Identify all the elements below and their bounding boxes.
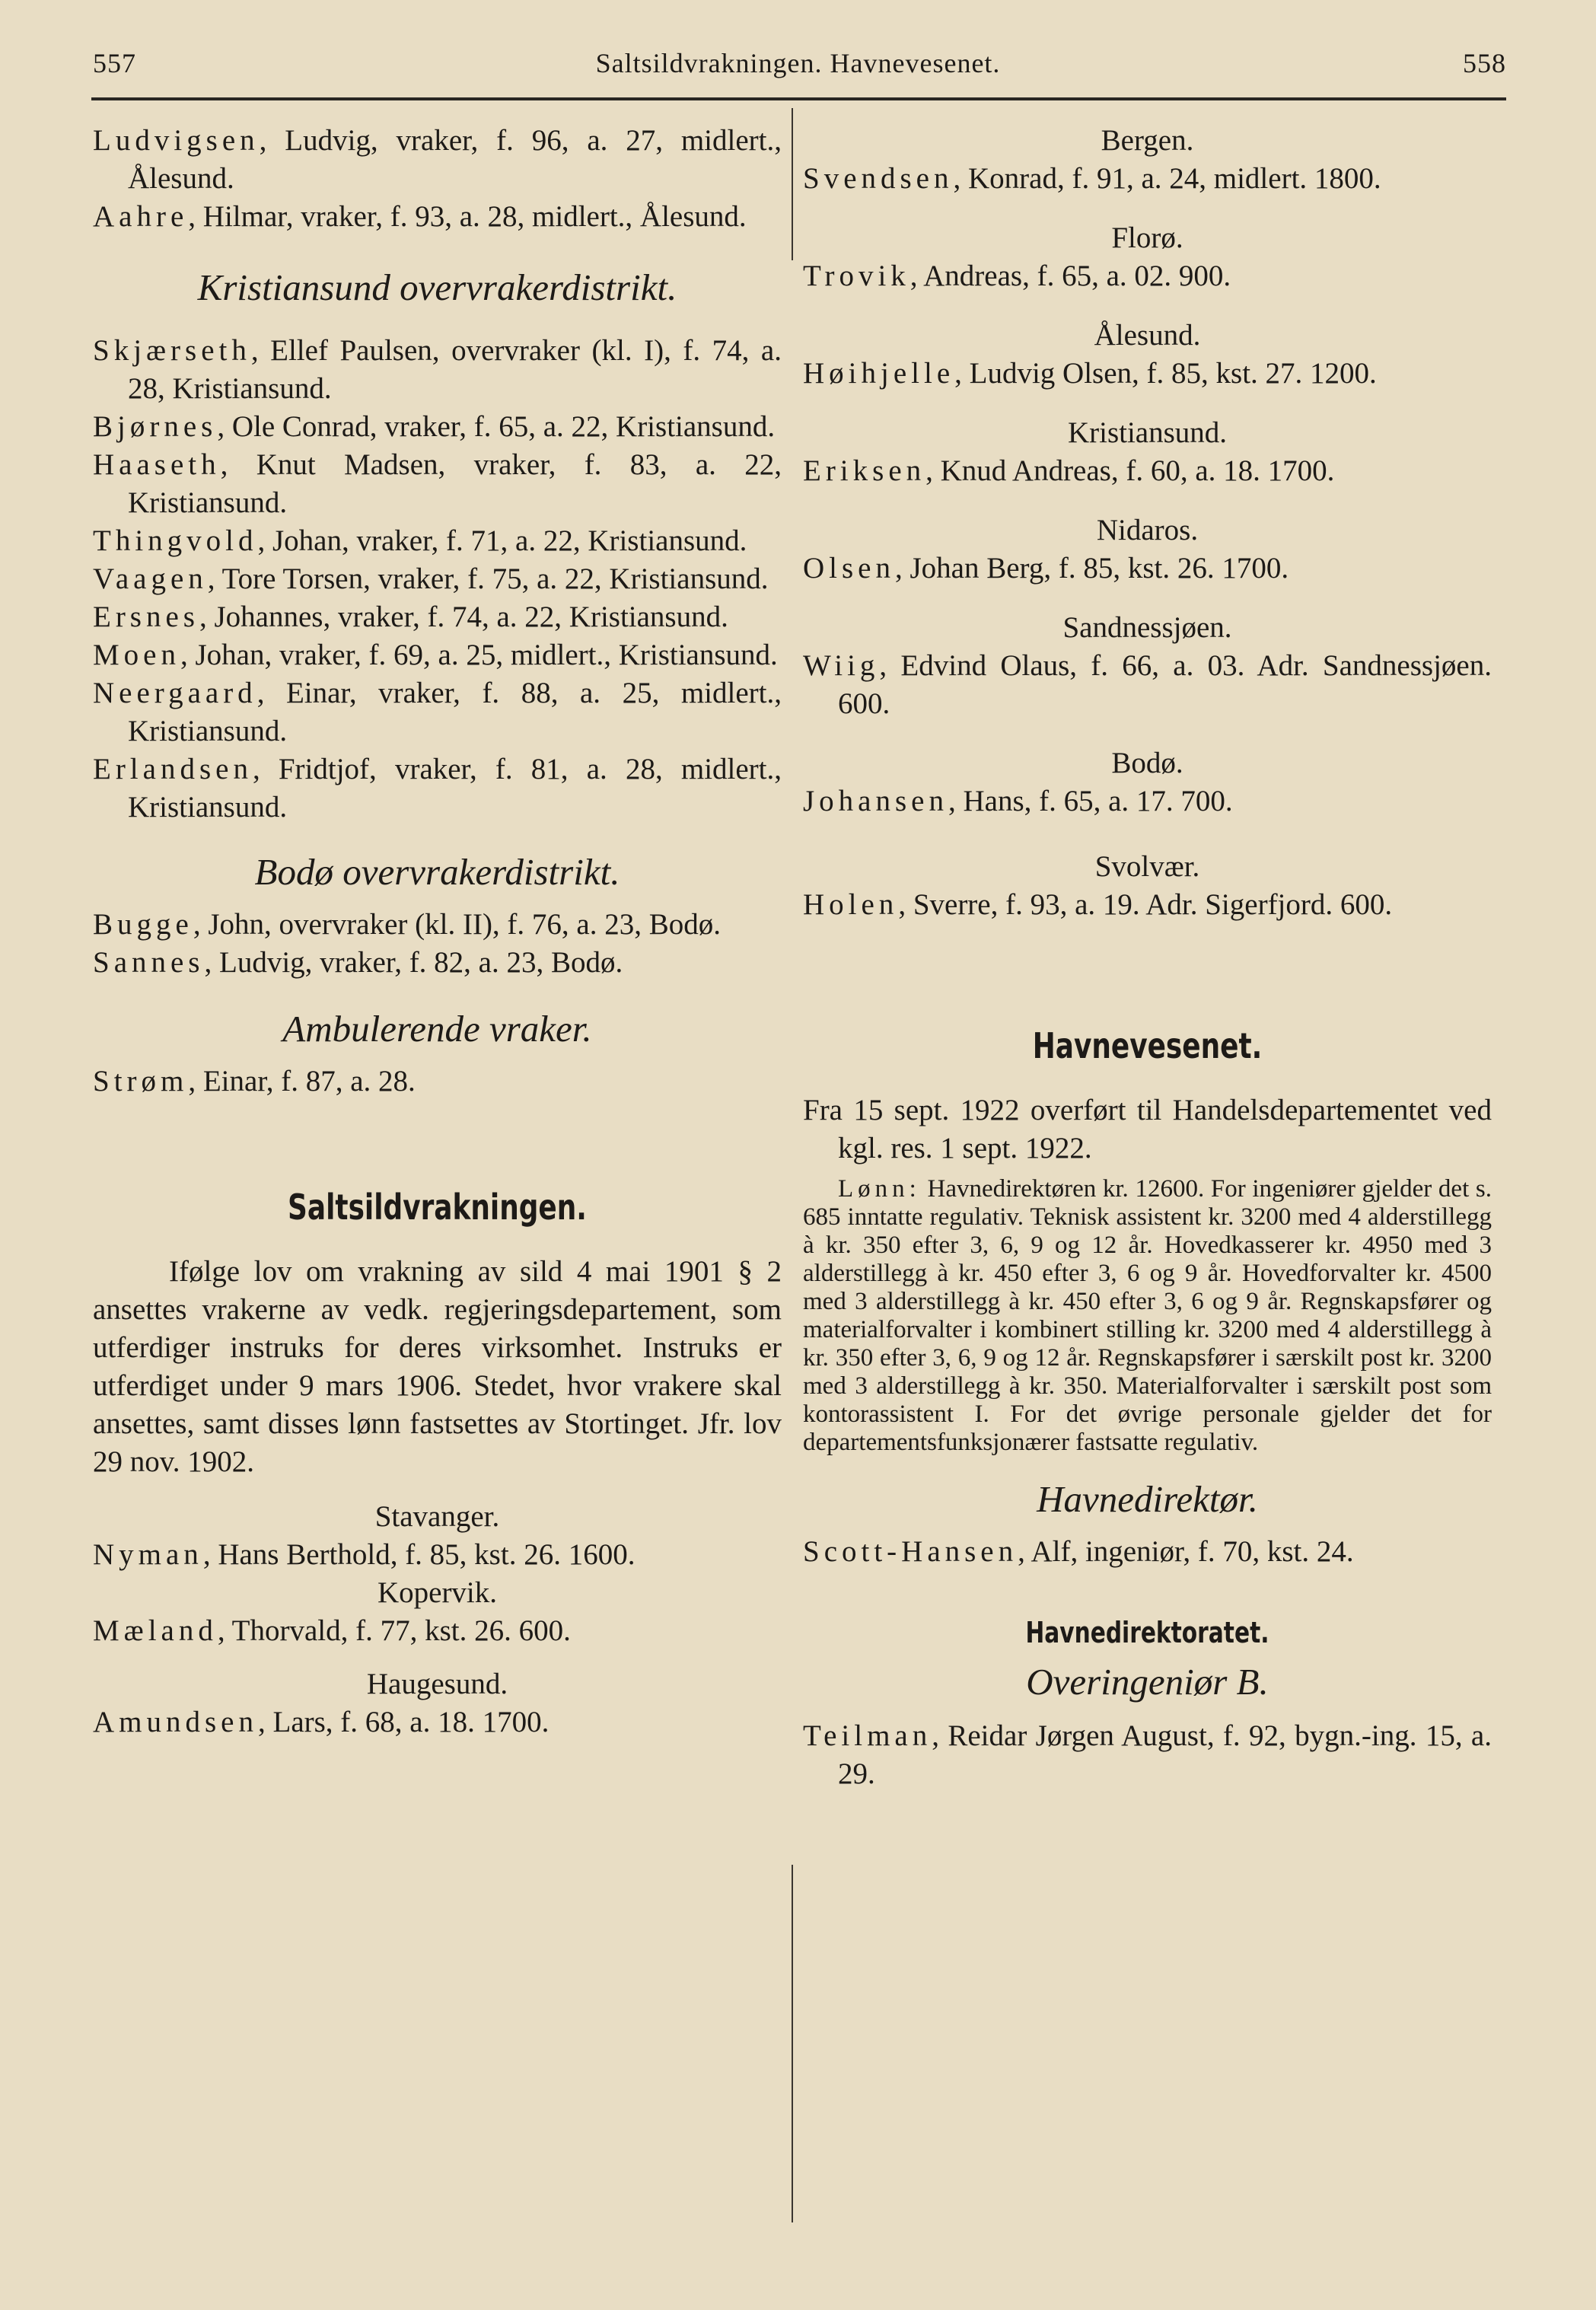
entry: Amundsen, Lars, f. 68, a. 18. 1700. xyxy=(93,1706,550,1738)
section-heading: Havnevesenet. xyxy=(1032,1025,1263,1066)
entry: Johansen, Hans, f. 65, a. 17. 700. xyxy=(803,785,1233,817)
entry: Neergaard, Einar, vraker, f. 88, a. 25, midlert., Kristiansund. xyxy=(93,677,782,747)
entry: Strøm, Einar, f. 87, a. 28. xyxy=(93,1065,416,1098)
entry: Ersnes, Johannes, vraker, f. 74, a. 22, Kristiansund. xyxy=(93,601,728,633)
entry: Høihjelle, Ludvig Olsen, f. 85, kst. 27. 1200. xyxy=(803,357,1377,390)
place-heading: Kristiansund. xyxy=(1067,416,1228,449)
entry: Olsen, Johan Berg, f. 85, kst. 26. 1700. xyxy=(803,552,1289,585)
running-title: Saltsildvrakningen. Havnevesenet. xyxy=(595,48,1001,78)
section-heading: Saltsildvrakningen. xyxy=(288,1187,587,1228)
entry: Ludvigsen, Ludvig, vraker, f. 96, a. 27, midlert., Ålesund. xyxy=(93,124,782,195)
entry: Eriksen, Knud Andreas, f. 60, a. 18. 1700. xyxy=(803,454,1335,487)
entry: Erlandsen, Fridtjof, vraker, f. 81, a. 28, midlert., Kristiansund. xyxy=(93,753,782,824)
entry: Svendsen, Konrad, f. 91, a. 24, midlert. 1800. xyxy=(803,162,1381,195)
district-heading: Kristiansund overvrakerdistrikt. xyxy=(197,266,677,308)
entry: Bugge, John, overvraker (kl. II), f. 76, a. 23, Bodø. xyxy=(93,908,721,941)
entry: Wiig, Edvind Olaus, f. 66, a. 03. Adr. Sandnessjøen. 600. xyxy=(803,649,1492,720)
place-heading: Stavanger. xyxy=(374,1500,500,1533)
section-body: Ifølge lov om vrakning av sild 4 mai 1901 § 2 ansettes vrakerne av vedk. regjeringsdepartement, som utferdiger instruks for deres virksomhet. Instruks er utferdiget under 9 mars 1906. Stedet, hvor vrakere skal ansettes, samt disses lønn fastsettes av Stortinget. Jfr. lov 29 nov. 1902. xyxy=(93,1255,782,1478)
entry: Vaagen, Tore Torsen, vraker, f. 75, a. 22, Kristiansund. xyxy=(93,562,769,595)
entry: Moen, Johan, vraker, f. 69, a. 25, midlert., Kristiansund. xyxy=(93,639,778,671)
entry: Sannes, Ludvig, vraker, f. 82, a. 23, Bodø. xyxy=(93,946,623,979)
place-heading: Kopervik. xyxy=(377,1576,498,1609)
district-heading: Bodø overvrakerdistrikt. xyxy=(254,851,620,893)
entry: Scott-Hansen, Alf, ingeniør, f. 70, kst. 24. xyxy=(803,1535,1354,1568)
place-heading: Nidaros. xyxy=(1096,514,1199,546)
entry: Teilman, Reidar Jørgen August, f. 92, bygn.-ing. 15, a. 29. xyxy=(803,1719,1492,1790)
entry: Nyman, Hans Berthold, f. 85, kst. 26. 1600. xyxy=(93,1538,636,1571)
ambulant-heading: Ambulerende vraker. xyxy=(282,1008,592,1050)
entry: Bjørnes, Ole Conrad, vraker, f. 65, a. 22, Kristiansund. xyxy=(93,410,776,443)
place-heading: Svolvær. xyxy=(1094,850,1200,883)
salary-paragraph: Lønn: Havnedirektøren kr. 12600. For ingeniører gjelder det s. 685 inntatte regulativ. Teknisk assistent kr. 3200 med 4 alderstillegg à kr. 350 efter 3, 6, 9 og 12 år. Hovedkasserer kr. 4950 med 3 alderstillegg à kr. 450 efter 3, 6 og 9 år. Hovedforvalter kr. 4500 med 3 alderstillegg à kr. 450 efter 3, 6 og 9 år. Regnskapsfører og materialforvalter i kombinert stilling kr. 3200 med 4 alderstillegg à kr. 350 efter 3, 6, 9 og 12 år. Regnskapsfører i særskilt post kr. 3200 med 3 alderstillegg à kr. 350. Materialforvalter i særskilt post som kontorassistent I. For det øvrige personale gjelder det for departementsfunksjonærer fastsatte regulativ. xyxy=(803,1175,1492,1456)
entry: Mæland, Thorvald, f. 77, kst. 26. 600. xyxy=(93,1614,571,1647)
entry: Haaseth, Knut Madsen, vraker, f. 83, a. 22, Kristiansund. xyxy=(93,448,782,519)
subsection-heading: Havnedirektoratet. xyxy=(1025,1616,1269,1649)
column-divider-lower xyxy=(792,1865,793,2222)
place-heading: Ålesund. xyxy=(1094,319,1201,352)
entry: Aahre, Hilmar, vraker, f. 93, a. 28, midlert., Ålesund. xyxy=(93,200,747,233)
page-number-right: 558 xyxy=(1463,48,1506,78)
header-rule xyxy=(91,97,1506,100)
entry: Holen, Sverre, f. 93, a. 19. Adr. Sigerfjord. 600. xyxy=(803,888,1393,921)
section-intro: Fra 15 sept. 1922 overført til Handelsdepartementet ved kgl. res. 1 sept. 1922. xyxy=(803,1094,1492,1165)
subsection-subheading: Overingeniør B. xyxy=(1026,1661,1269,1703)
place-heading: Bergen. xyxy=(1101,124,1194,157)
place-heading: Bodø. xyxy=(1111,747,1183,779)
place-heading: Sandnessjøen. xyxy=(1062,611,1232,644)
entry: Skjærseth, Ellef Paulsen, overvraker (kl. I), f. 74, a. 28, Kristiansund. xyxy=(93,334,782,405)
right-column xyxy=(803,122,1492,1793)
page-number-left: 557 xyxy=(93,48,136,78)
entry: Thingvold, Johan, vraker, f. 71, a. 22, Kristiansund. xyxy=(93,524,747,557)
column-divider xyxy=(792,108,793,260)
place-heading: Haugesund. xyxy=(366,1668,508,1700)
subsection-heading: Havnedirektør. xyxy=(1037,1478,1258,1520)
entry: Trovik, Andreas, f. 65, a. 02. 900. xyxy=(803,260,1231,292)
left-column xyxy=(93,122,782,1741)
place-heading: Florø. xyxy=(1111,221,1183,254)
